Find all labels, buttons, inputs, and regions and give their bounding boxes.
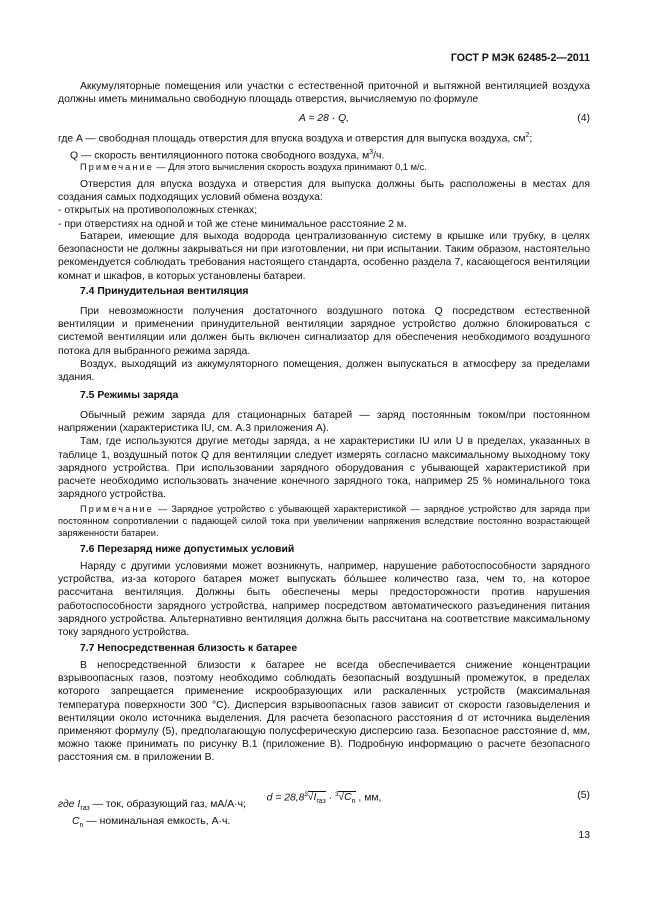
formula-4 — [58, 112, 590, 126]
section-heading: 7.5 Режимы заряда — [80, 390, 179, 401]
paragraph-text: Аккумуляторные помещения или участки с естественной приточной и вытяжной вентиляцией воздуха должны иметь минимально свободную площадь отверстия, вычисляемую по формуле — [58, 81, 590, 106]
note-text: — Для этого вычисления скорость воздуха принимают 0,1 м/с. — [153, 162, 427, 172]
where-line: Q — скорость вентиляционного потока свободного воздуха, $м^3/ч$. — [70, 148, 385, 162]
paragraph — [58, 560, 590, 639]
paragraph — [58, 305, 590, 384]
where-block — [58, 798, 590, 833]
document-header: ГОСТ Р МЭК 62485-2—2011 — [450, 52, 590, 64]
section-heading: 7.4 Принудительная вентиляция — [80, 286, 249, 297]
paragraph-text: Отверстия для впуска воздуха и отверстия для выпуска должны быть расположены в местах для создания самых подходящих условий обмена воздуха: — [58, 179, 590, 204]
paragraph-text: Наряду с другими условиями может возникнуть, например, нарушение работоспособности зарядного устройства, из-за которого батарея может выпускать бо́льшее количество газа, чем то, на которое рассчитана вентиляция. Должны быть обеспечены меры предосторожности против нарушения работоспособности зарядного устройства, например посредством автоматического разъединения питания зарядного устройства. Альтернативно вентиляция должна быть рассчитана на соответствие максимальному току зарядного устройства. — [58, 561, 590, 639]
note-text: — Зарядное устройство с убывающей характеристикой — зарядное устройство для заряда при постоянном сопротивлении с падающей силой тока при увеличении напряжения вследствие постоянно возрастающей заряженности батареи. — [58, 504, 590, 538]
list-item: - открытых на противоположных стенках; — [58, 205, 258, 217]
paragraph-text: В непосредственной близости к батарее не всегда обеспечивается снижение концентрации взрывоопасных газов, поэтому необходимо соблюдать безопасный воздушный промежуток, в пределах которого запрещается применение искрообразующих или раскаленных устройств (максимальная температура поверхности 300 °С). Дисперсия взрывоопасных газов зависит от скорости газовыделения и вентиляции около источника выделения. Для расчета безопасного расстояния d от источника выделения применяют формулу (5), предполагающую полусферическую дисперсию газа. Безопасное расстояние d, мм, можно также принимать по рисунку В.1 (приложение В). Подробную информацию о расчете безопасного расстояния см. в приложении В. — [58, 660, 590, 764]
where-line: где $I_{газ}$ — ток, образующий газ, мА/А·ч; — [58, 799, 246, 813]
page-number: 13 — [578, 830, 590, 841]
document-page — [58, 0, 590, 841]
paragraph — [58, 230, 590, 283]
paragraph-text: Обычный режим заряда для стационарных батарей — заряд постоянным током/при постоянном напряжении (характеристика IU, см. А.3 приложения А). — [58, 410, 590, 435]
where-line: $C_n$ — номинальная емкость, А·ч. — [72, 816, 231, 830]
list-item: - при отверстиях на одной и той же стене минимальное расстояние 2 м. — [58, 218, 407, 230]
note-label: Примечание — [80, 504, 154, 514]
formula-text: A = 28 · Q, — [298, 113, 350, 124]
paragraph-text: Батареи, имеющие для выхода водорода централизованную систему в крышке или трубку, в целях безопасности не должны закрываться ни при изготовлении, ни при испытании. Таким образом, настоятельно рекомендуется соблюдать требования настоящего стандарта, особенно раздела 7, касающегося вентиляции комнат и шкафов, в которых установлены батареи. — [58, 231, 590, 282]
paragraph-text: Там, где используются другие методы заряда, а не характеристики IU или U в пределах, указанных в таблице 1, воздушный поток Q для вентиляции следует измерять согласно максимальному выходному току зарядного устройства. При использовании зарядного оборудования с убывающей характеристикой при расчете необходимо использовать значение конечного зарядного тока, например 25 % номинального тока зарядного устройства. — [58, 436, 590, 501]
paragraph — [58, 80, 590, 106]
paragraph-text: Воздух, выходящий из аккумуляторного помещения, должен выпускаться в атмосферу за пределами здания. — [58, 358, 590, 384]
paragraph-text: При невозможности получения достаточного воздушного потока Q посредством естественной вентиляции и применении принудительной вентиляции зарядное устройство должно блокироваться с системой вентиляции или должен быть включен сигнализатор для обеспечения необходимого воздушного потока для выбранного режима заряда. — [58, 306, 590, 357]
section-heading: 7.6 Перезаряд ниже допустимых условий — [80, 544, 295, 555]
where-block — [58, 129, 590, 162]
formula-number: (4) — [577, 113, 590, 124]
formula-text: $d = 28,8^3√I_{газ} \cdot ^3√C_n$ , мм, — [266, 792, 382, 806]
note-label: Примечание — [80, 162, 154, 172]
where-line: где A — свободная площадь отверстия для впуска воздуха и отверстия для выпуска воздуха, $см^2$; — [58, 132, 533, 145]
note — [58, 503, 590, 539]
note — [58, 161, 590, 173]
paragraph — [58, 409, 590, 501]
paragraph — [58, 178, 590, 231]
paragraph — [58, 659, 590, 765]
section-heading: 7.7 Непосредственная близость к батарее — [80, 643, 298, 654]
formula-number: (5) — [577, 790, 590, 801]
